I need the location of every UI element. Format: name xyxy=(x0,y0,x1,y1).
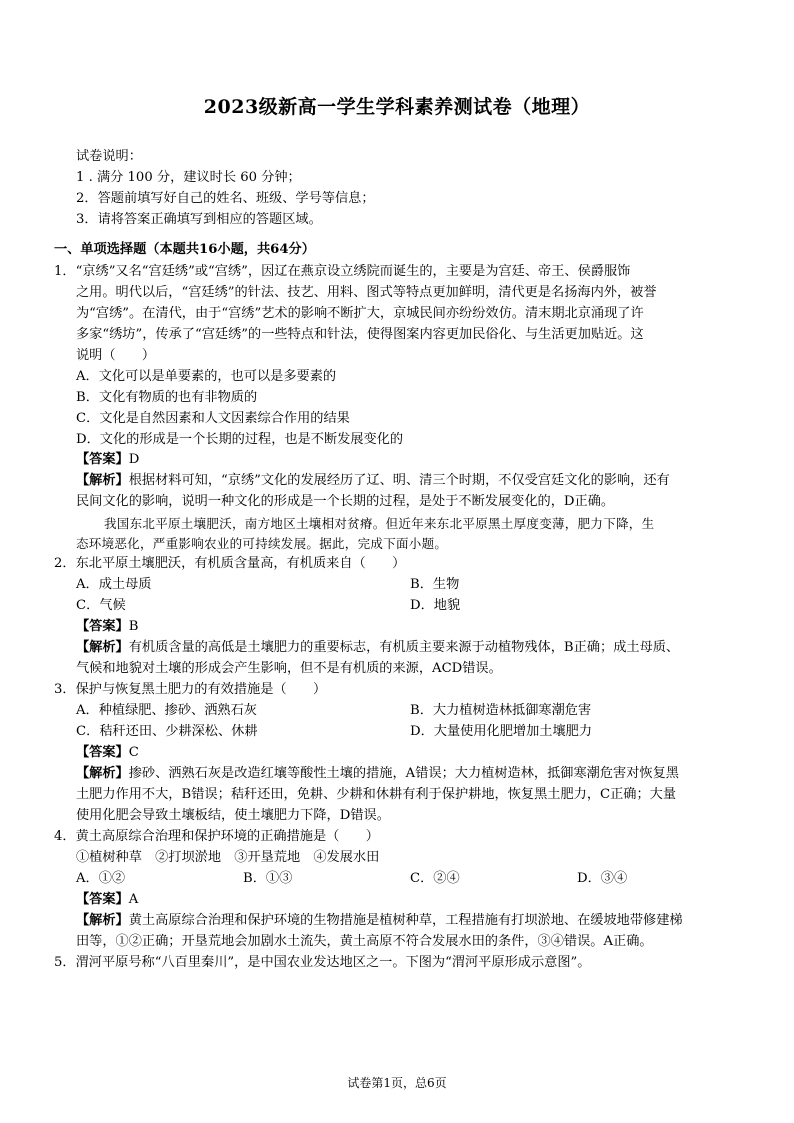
question-4-analysis: 田等，①②正确；开垦荒地会加剧水土流失，黄土高原不符合发展水田的条件，③④错误。A正确。 xyxy=(76,934,653,949)
question-1-analysis xyxy=(76,473,670,489)
answer-label: 【答案】 xyxy=(76,619,129,634)
question-4-answer xyxy=(76,892,138,908)
question-1-stem: 说明（ ） xyxy=(76,348,156,363)
question-4-option: B．①③ xyxy=(243,871,293,886)
question-3-option: A．种植绿肥、掺砂、洒熟石灰 xyxy=(76,703,257,718)
question-1-answer xyxy=(76,452,139,468)
question-4-choices: ①植树种草 ②打坝淤地 ③开垦荒地 ④发展水田 xyxy=(76,850,380,865)
question-3-option: D．大量使用化肥增加土壤肥力 xyxy=(410,724,593,739)
question-4-option: C．②④ xyxy=(410,871,460,886)
question-4-option: D．③④ xyxy=(577,871,628,886)
instruction-item: 1 . 满分 100 分，建议时长 60 分钟； xyxy=(76,170,301,185)
answer-value: C xyxy=(128,745,139,760)
question-2-option: A．成土母质 xyxy=(76,577,152,592)
question-2-stem: 2．东北平原土壤肥沃，有机质含量高，有机质来自（ ） xyxy=(54,556,406,571)
material-text: 态环境恶化，严重影响农业的可持续发展。据此，完成下面小题。 xyxy=(76,536,448,551)
question-2-answer xyxy=(76,619,138,635)
question-3-option: C．秸秆还田、少耕深松、休耕 xyxy=(76,724,258,739)
analysis-label: 【解析】 xyxy=(76,640,129,655)
answer-value: B xyxy=(128,619,139,634)
question-2-option: C．气候 xyxy=(76,598,126,613)
question-2-option: B．生物 xyxy=(410,577,460,592)
answer-value: D xyxy=(128,452,140,467)
question-4-stem: 4．黄土高原综合治理和保护环境的正确措施是（ ） xyxy=(54,829,379,844)
analysis-label: 【解析】 xyxy=(76,473,129,488)
material-text: 我国东北平原土壤肥沃，南方地区土壤相对贫瘠。但近年来东北平原黑土厚度变薄，肥力下降，生 xyxy=(104,516,655,531)
instruction-item: 2．答题前填写好自己的姓名、班级、学号等信息； xyxy=(76,191,375,206)
question-1-option: B．文化有物质的也有非物质的 xyxy=(76,390,258,405)
question-2-option: D．地貌 xyxy=(410,598,461,613)
question-3-answer xyxy=(76,745,139,761)
question-2-analysis: 气候和地貌对土壤的形成会产生影响，但不是有机质的来源，ACD错误。 xyxy=(76,661,502,676)
question-4-option: A．①② xyxy=(76,871,126,886)
instructions-heading: 试卷说明： xyxy=(76,149,142,164)
answer-label: 【答案】 xyxy=(76,452,129,467)
question-2-analysis xyxy=(76,640,679,656)
question-1-stem: 之用。明代以后，“宫廷绣”的针法、技艺、用料、图式等特点更加鲜明，清代更是名扬海内外，被誉 xyxy=(76,285,657,300)
question-1-option: D．文化的形成是一个长期的过程，也是不断发展变化的 xyxy=(76,432,404,447)
question-3-stem: 3．保护与恢复黑土肥力的有效措施是（ ） xyxy=(54,682,327,697)
question-3-analysis xyxy=(76,766,679,782)
analysis-label: 【解析】 xyxy=(76,766,129,781)
question-3-option: B．大力植树造林抵御寒潮危害 xyxy=(410,703,592,718)
question-1-stem: 多家“绣坊”，传承了“宫廷绣”的一些特点和针法，使得图案内容更加民俗化、与生活更加贴近。这 xyxy=(76,327,644,342)
question-3-analysis: 使用化肥会导致土壤板结，使土壤肥力下降，D错误。 xyxy=(76,808,390,823)
question-4-analysis xyxy=(76,913,683,929)
answer-label: 【答案】 xyxy=(76,892,129,907)
question-3-analysis: 土肥力作用不大，B错误；秸秆还田，免耕、少耕和休耕有利于保护耕地，恢复黑土肥力，C正确；大量 xyxy=(76,787,677,802)
instruction-item: 3．请将答案正确填写到相应的答题区域。 xyxy=(76,212,322,227)
section-heading: 一、单项选择题（本题共16小题，共64分） xyxy=(54,242,315,257)
question-1-analysis: 民间文化的影响，说明一种文化的形成是一个长期的过程，是处于不断发展变化的，D正确。 xyxy=(76,494,615,509)
question-1-option: A．文化可以是单要素的，也可以是多要素的 xyxy=(76,369,337,384)
question-1-option: C．文化是自然因素和人文因素综合作用的结果 xyxy=(76,411,350,426)
analysis-text: 有机质含量的高低是土壤肥力的重要标志，有机质主要来源于动植物残体，B正确；成土母质、 xyxy=(128,640,680,655)
answer-label: 【答案】 xyxy=(76,745,129,760)
page-title: 2023级新高一学生学科素养测试卷（地理） xyxy=(203,96,591,118)
question-5-stem: 5．渭河平原号称“八百里秦川”，是中国农业发达地区之一。下图为“渭河平原形成示意图”。 xyxy=(54,955,591,970)
analysis-text: 掺砂、洒熟石灰是改造红壤等酸性土壤的措施，A错误；大力植树造林，抵御寒潮危害对恢复黑 xyxy=(128,766,679,781)
page-footer: 试卷第1页，总6页 xyxy=(347,1076,447,1090)
analysis-label: 【解析】 xyxy=(76,913,129,928)
answer-value: A xyxy=(128,892,139,907)
question-1-stem: 为“宫绣”。在清代，由于“宫绣”艺术的影响不断扩大，京城民间亦纷纷效仿。清末期北京涌现了许 xyxy=(76,306,644,321)
question-1-stem: 1．“京绣”又名“宫廷绣”或“宫绣”，因辽在燕京设立绣院而诞生的，主要是为宫廷、帝王、侯爵服饰 xyxy=(54,264,631,279)
analysis-text: 黄土高原综合治理和保护环境的生物措施是植树种草，工程措施有打坝淤地、在缓坡地带修建梯 xyxy=(128,913,683,928)
analysis-text: 根据材料可知，“京绣”文化的发展经历了辽、明、清三个时期，不仅受宫廷文化的影响，还有 xyxy=(128,473,670,488)
